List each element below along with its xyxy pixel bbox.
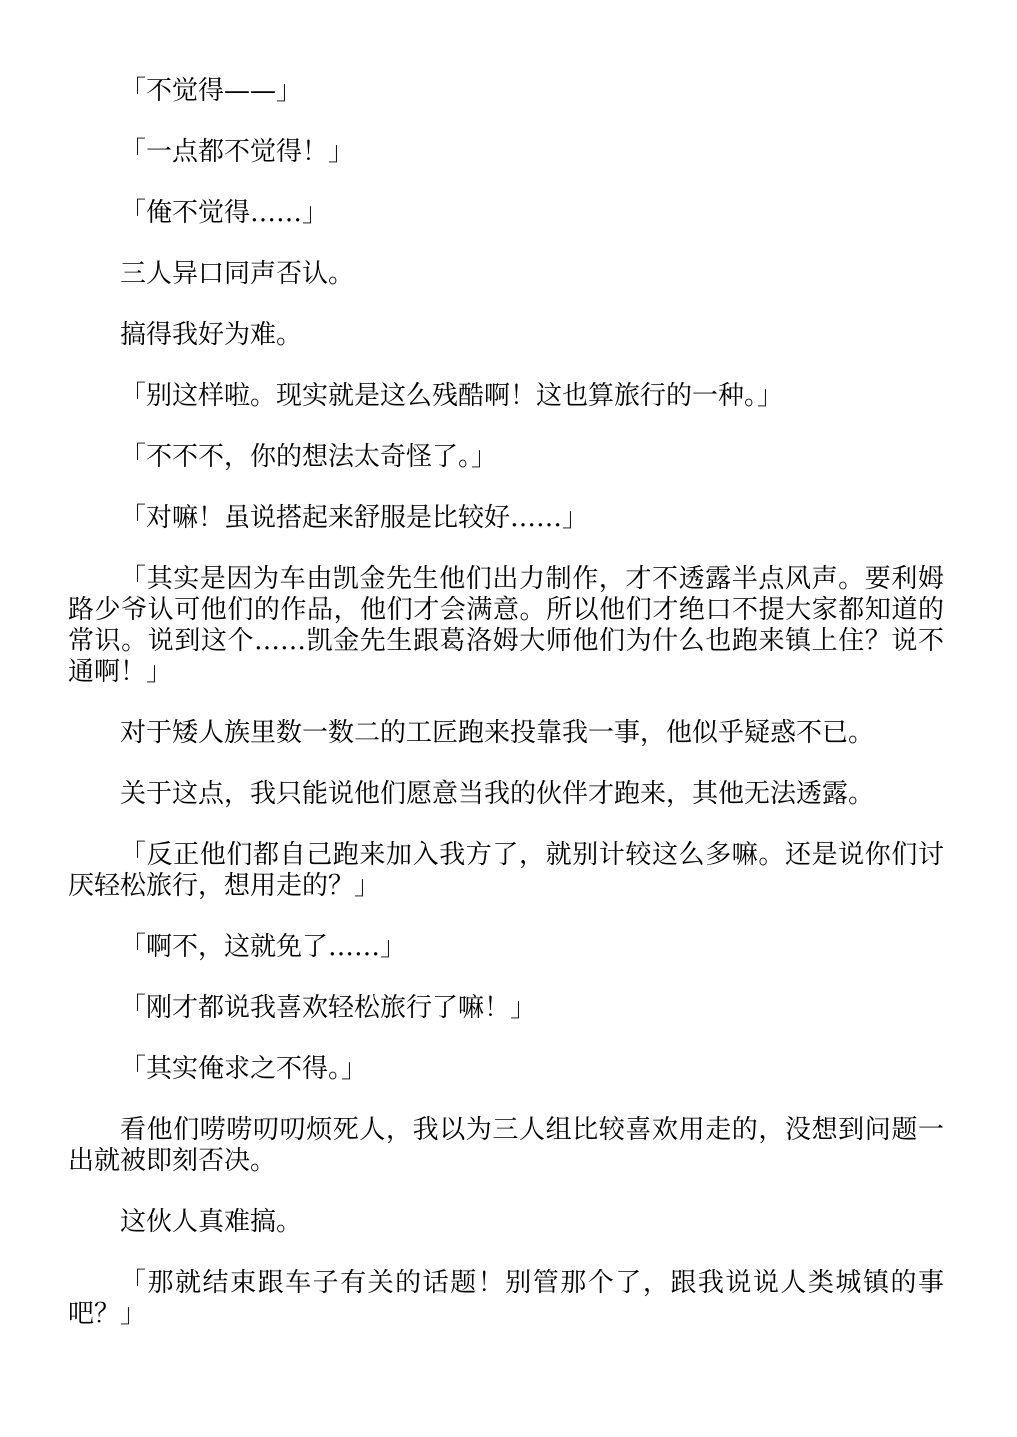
paragraph: 「别这样啦。现实就是这么残酷啊！这也算旅行的一种。」 xyxy=(120,381,784,411)
paragraph: 「一点都不觉得！」 xyxy=(120,137,355,167)
paragraph: 「俺不觉得……」 xyxy=(120,198,329,228)
paragraph: 「反正他们都自己跑来加入我方了，就别计较这么多嘛。还是说你们讨厌轻松旅行，想用走的？」 xyxy=(68,840,944,901)
paragraph: 看他们唠唠叨叨烦死人，我以为三人组比较喜欢用走的，没想到问题一出就被即刻否决。 xyxy=(68,1115,944,1176)
paragraph: 「其实俺求之不得。」 xyxy=(120,1054,368,1084)
paragraph: 「不觉得——」 xyxy=(120,76,303,106)
paragraph: 这伙人真难搞。 xyxy=(120,1207,303,1237)
paragraph: 关于这点，我只能说他们愿意当我的伙伴才跑来，其他无法透露。 xyxy=(120,779,875,809)
paragraph: 三人异口同声否认。 xyxy=(120,259,355,289)
paragraph: 搞得我好为难。 xyxy=(120,320,303,350)
paragraph: 对于矮人族里数一数二的工匠跑来投靠我一事，他似乎疑惑不已。 xyxy=(120,718,875,748)
paragraph: 「刚才都说我喜欢轻松旅行了嘛！」 xyxy=(120,993,537,1023)
paragraph: 「不不不，你的想法太奇怪了。」 xyxy=(120,442,498,472)
paragraph: 「那就结束跟车子有关的话题！别管那个了，跟我说说人类城镇的事吧？」 xyxy=(68,1268,944,1329)
paragraph: 「啊不，这就免了……」 xyxy=(120,932,407,962)
paragraph: 「其实是因为车由凯金先生他们出力制作，才不透露半点风声。要利姆路少爷认可他们的作品，他们才会满意。所以他们才绝口不提大家都知道的常识。说到这个……凯金先生跟葛洛姆大师他们为什么也跑来镇上住？说不通啊！」 xyxy=(68,564,944,687)
document-page xyxy=(68,76,944,1360)
paragraph: 「对嘛！虽说搭起来舒服是比较好……」 xyxy=(120,503,589,533)
